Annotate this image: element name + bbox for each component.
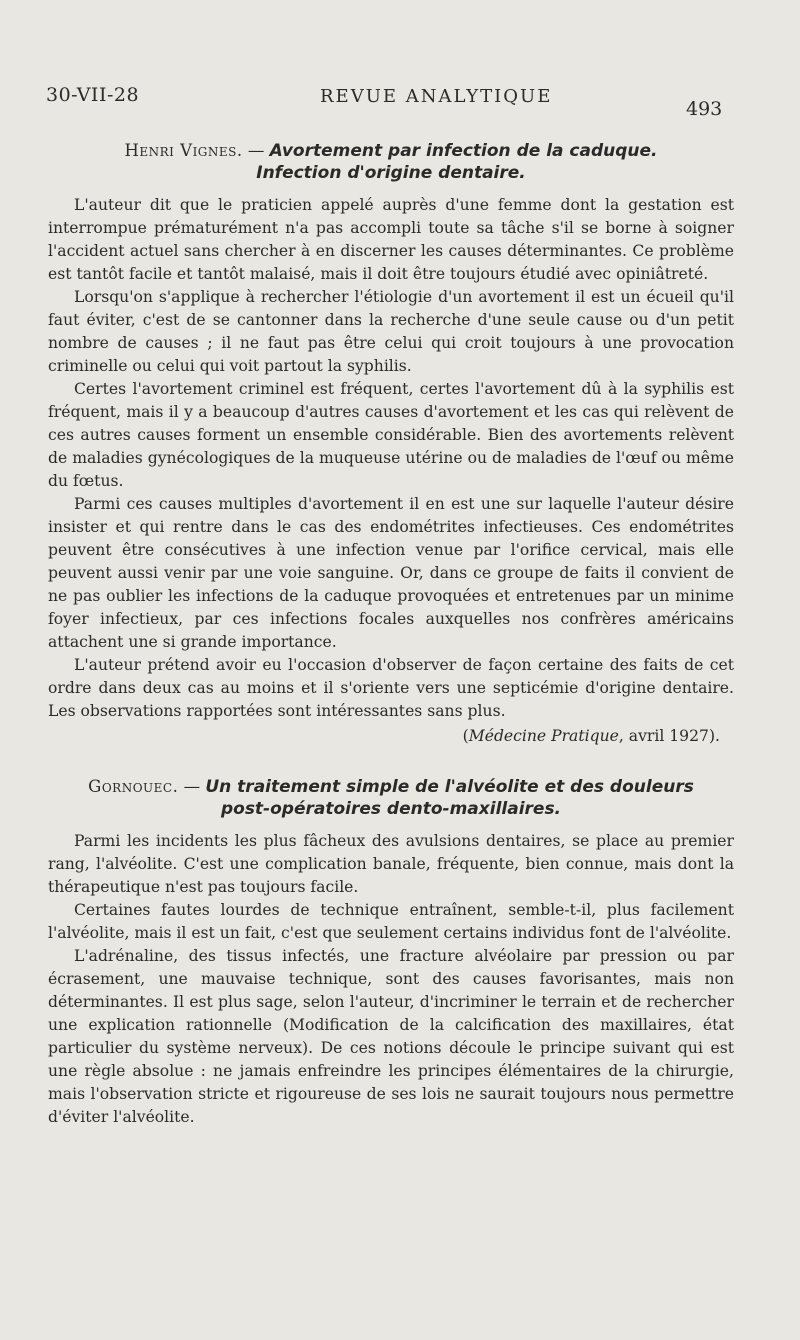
article-separator [48,760,734,776]
title-dash: — [242,141,270,160]
article-title [48,776,734,820]
article-author: Gornouec. [88,777,179,796]
running-header [40,84,780,120]
issue-date: 30-VII-28 [46,84,140,106]
journal-title: REVUE ANALYTIQUE [320,86,553,107]
page-number: 493 [686,98,723,120]
paragraph: Lorsqu'on s'applique à rechercher l'étiologie d'un avortement il est un écueil qu'il faut éviter, c'est de se cantonner dans la recherche d'une seule cause ou d'un petit nombre de causes ; il ne faut pas être celui qui croit toujours à une provocation criminelle ou celui qui voit partout la syphilis. [48,288,734,375]
page-content [48,140,734,1129]
source-title: Médecine Pratique [468,727,619,745]
title-line-1: Avortement par infection de la caduque. [269,141,658,161]
article-gornouec [48,776,734,1129]
source-citation: (Médecine Pratique, avril 1927). [462,727,720,745]
title-line-1: Un traitement simple de l'alvéolite et des douleurs [205,777,694,797]
paragraph: L'auteur prétend avoir eu l'occasion d'observer de façon certaine des faits de cet ordre dans deux cas au moins et il s'oriente vers une septicémie d'origine dentaire. Les observations rapportées sont intéressantes sans plus. [48,656,734,720]
title-dash: — [178,777,206,796]
article-author: Henri Vignes. [124,141,243,160]
paragraph: L'adrénaline, des tissus infectés, une fracture alvéolaire par pression ou par écrasement, une mauvaise technique, sont des causes favorisantes, mais non déterminantes. Il est plus sage, selon l'auteur, d'incriminer le terrain et de rechercher une explication rationnelle (Modification de la calcification des maxillaires, état particulier du système nerveux). De ces notions découle le principe suivant qui est une règle absolue : ne jamais enfreindre les principes élémentaires de la chirurgie, mais l'observation stricte et rigoureuse de ses lois ne saurait toujours nous permettre d'éviter l'alvéolite. [48,947,734,1126]
article-vignes [48,140,734,748]
paragraph: Certaines fautes lourdes de technique entraînent, semble-t-il, plus facilement l'alvéolite, mais il est un fait, c'est que seulement certains individus font de l'alvéolite. [48,901,734,942]
source-date: , avril 1927 [618,727,709,745]
paragraph: Parmi ces causes multiples d'avortement il en est une sur laquelle l'auteur désire insister et qui rentre dans le cas des endométrites infectieuses. Ces endométrites peuvent être consécutives à une infection venue par l'orifice cervical, mais elle peuvent aussi venir par une voie sanguine. Or, dans ce groupe de faits il convient de ne pas oublier les infections de la caduque provoquées et entretenues par un minime foyer infectieux, par ces infections focales auxquelles nos confrères américains attachent une si grande importance. [48,495,734,651]
paragraph: L'auteur dit que le praticien appelé auprès d'une femme dont la gestation est interrompue prématurément n'a pas accompli toute sa tâche s'il se borne à soigner l'accident actuel sans chercher à en discerner les causes déterminantes. Ce problème est tantôt facile et tantôt malaisé, mais il doit être toujours étudié avec opiniâtreté. [48,196,734,283]
title-line-2: Infection d'origine dentaire. [256,163,526,183]
paragraph: Certes l'avortement criminel est fréquent, certes l'avortement dû à la syphilis est fréquent, mais il y a beaucoup d'autres causes d'avortement et les cas qui relèvent de ces autres causes forment un ensemble considérable. Bien des avortements relèvent de maladies gynécologiques de la muqueuse utérine ou de maladies de l'œuf ou même du fœtus. [48,380,734,490]
title-line-2: post-opératoires dento-maxillaires. [220,799,562,819]
paragraph: Parmi les incidents les plus fâcheux des avulsions dentaires, se place au premier rang, l'alvéolite. C'est une complication banale, fréquente, bien connue, mais dont la thérapeutique n'est pas toujours facile. [48,832,734,896]
article-title [48,140,734,184]
